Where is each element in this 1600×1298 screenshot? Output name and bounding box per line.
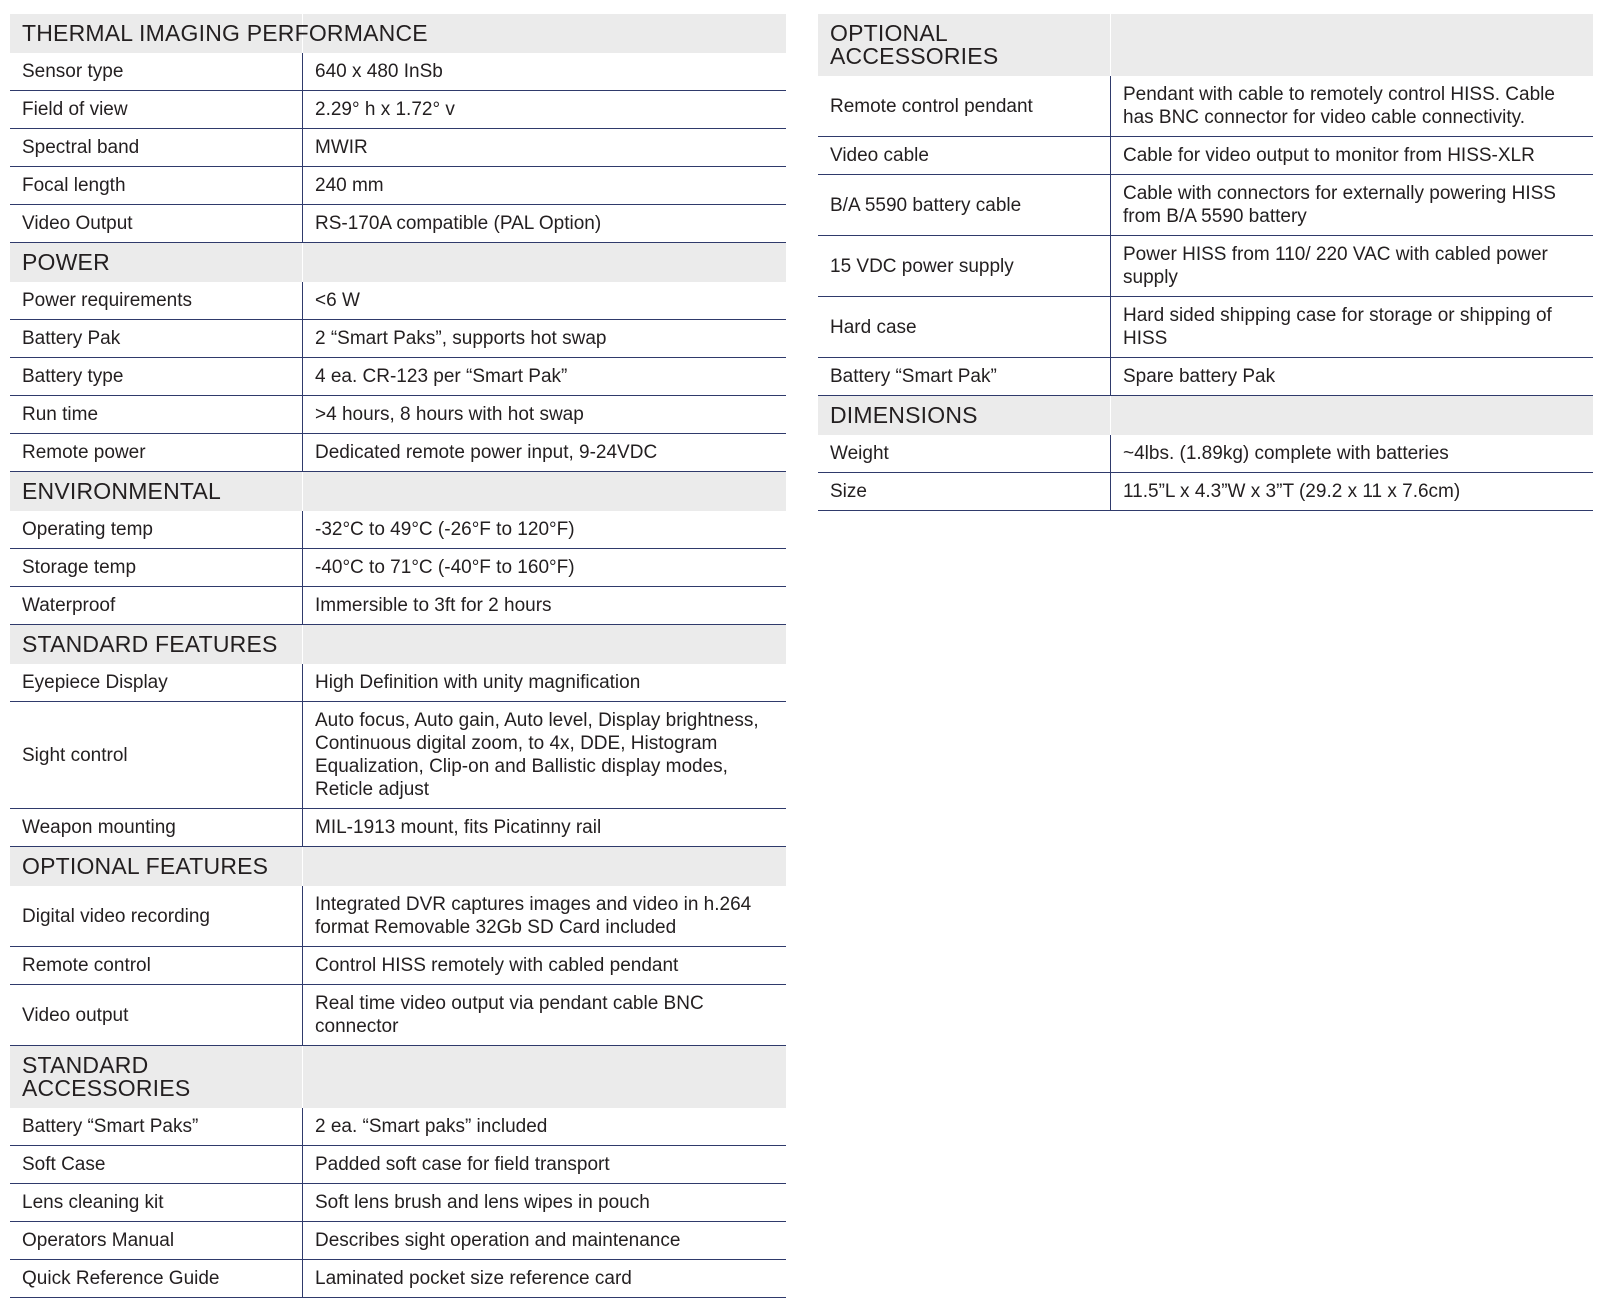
spec-label: Field of view bbox=[10, 91, 303, 129]
table-row bbox=[10, 282, 786, 320]
right-spec-column bbox=[818, 14, 1593, 511]
table-row bbox=[818, 435, 1593, 473]
section-title bbox=[10, 243, 303, 283]
spec-label: Lens cleaning kit bbox=[10, 1184, 303, 1222]
table-row bbox=[818, 473, 1593, 511]
section-title bbox=[10, 1046, 303, 1109]
spec-label: Weapon mounting bbox=[10, 809, 303, 847]
table-row bbox=[10, 91, 786, 129]
spec-value: 11.5”L x 4.3”W x 3”T (29.2 x 11 x 7.6cm) bbox=[1111, 473, 1594, 511]
spec-value: Hard sided shipping case for storage or shipping of HISS bbox=[1111, 297, 1594, 358]
table-row bbox=[818, 76, 1593, 137]
section-title-spacer bbox=[1111, 396, 1594, 436]
spec-label: Spectral band bbox=[10, 129, 303, 167]
section-title bbox=[10, 847, 303, 887]
spec-table-right bbox=[818, 14, 1593, 511]
spec-value: Pendant with cable to remotely control HISS. Cable has BNC connector for video cable connectivity. bbox=[1111, 76, 1594, 137]
spec-value: 4 ea. CR-123 per “Smart Pak” bbox=[303, 358, 787, 396]
section-header-environmental bbox=[10, 472, 786, 512]
spec-label: Battery “Smart Paks” bbox=[10, 1108, 303, 1146]
section-title bbox=[818, 396, 1111, 436]
spec-value: 2.29° h x 1.72° v bbox=[303, 91, 787, 129]
spec-label: Video Output bbox=[10, 205, 303, 243]
spec-value: Real time video output via pendant cable BNC connector bbox=[303, 985, 787, 1046]
spec-label: Operating temp bbox=[10, 511, 303, 549]
spec-label: Storage temp bbox=[10, 549, 303, 587]
section-header-dimensions bbox=[818, 396, 1593, 436]
table-row bbox=[10, 53, 786, 91]
spec-value: -32°C to 49°C (-26°F to 120°F) bbox=[303, 511, 787, 549]
section-header-standard-accessories bbox=[10, 1046, 786, 1109]
section-title-text: STANDARD ACCESSORIES bbox=[22, 1052, 191, 1101]
section-title-text: OPTIONAL ACCESSORIES bbox=[830, 20, 999, 69]
table-row bbox=[10, 664, 786, 702]
table-row bbox=[10, 511, 786, 549]
spec-value: Describes sight operation and maintenance bbox=[303, 1222, 787, 1260]
spec-value: 2 ea. “Smart paks” included bbox=[303, 1108, 787, 1146]
section-title-text: POWER bbox=[22, 249, 110, 275]
spec-value: Padded soft case for field transport bbox=[303, 1146, 787, 1184]
table-row bbox=[10, 358, 786, 396]
section-title-spacer bbox=[303, 847, 787, 887]
spec-label: Eyepiece Display bbox=[10, 664, 303, 702]
spec-label: Video cable bbox=[818, 137, 1111, 175]
section-header-standard-features bbox=[10, 625, 786, 665]
spec-label: Size bbox=[818, 473, 1111, 511]
spec-label: Remote control bbox=[10, 947, 303, 985]
spec-value: Spare battery Pak bbox=[1111, 358, 1594, 396]
spec-label: Remote power bbox=[10, 434, 303, 472]
table-row bbox=[10, 549, 786, 587]
table-row bbox=[10, 205, 786, 243]
spec-label: Soft Case bbox=[10, 1146, 303, 1184]
table-row bbox=[10, 167, 786, 205]
table-row bbox=[818, 236, 1593, 297]
table-row bbox=[10, 396, 786, 434]
spec-value: Cable for video output to monitor from HISS-XLR bbox=[1111, 137, 1594, 175]
section-title-spacer bbox=[303, 243, 787, 283]
spec-value: 240 mm bbox=[303, 167, 787, 205]
section-title bbox=[818, 14, 1111, 76]
spec-value: 640 x 480 InSb bbox=[303, 53, 787, 91]
table-row bbox=[10, 1146, 786, 1184]
section-header-thermal-imaging-performance bbox=[10, 14, 786, 53]
spec-label: B/A 5590 battery cable bbox=[818, 175, 1111, 236]
spec-label: Focal length bbox=[10, 167, 303, 205]
spec-label: Quick Reference Guide bbox=[10, 1260, 303, 1298]
spec-value: -40°C to 71°C (-40°F to 160°F) bbox=[303, 549, 787, 587]
spec-label: Hard case bbox=[818, 297, 1111, 358]
table-row bbox=[818, 297, 1593, 358]
table-row bbox=[818, 358, 1593, 396]
spec-value: >4 hours, 8 hours with hot swap bbox=[303, 396, 787, 434]
spec-value: Integrated DVR captures images and video in h.264 format Removable 32Gb SD Card included bbox=[303, 886, 787, 947]
spec-label: Video output bbox=[10, 985, 303, 1046]
section-title-spacer bbox=[303, 1046, 787, 1109]
section-header-optional-accessories bbox=[818, 14, 1593, 76]
spec-value: MIL-1913 mount, fits Picatinny rail bbox=[303, 809, 787, 847]
table-row bbox=[10, 1260, 786, 1298]
spec-value: Cable with connectors for externally powering HISS from B/A 5590 battery bbox=[1111, 175, 1594, 236]
table-row bbox=[10, 1222, 786, 1260]
table-row bbox=[10, 702, 786, 809]
spec-value: ~4lbs. (1.89kg) complete with batteries bbox=[1111, 435, 1594, 473]
spec-value: Power HISS from 110/ 220 VAC with cabled power supply bbox=[1111, 236, 1594, 297]
spec-label: Remote control pendant bbox=[818, 76, 1111, 137]
spec-label: Run time bbox=[10, 396, 303, 434]
spec-value: MWIR bbox=[303, 129, 787, 167]
table-row bbox=[10, 434, 786, 472]
table-row bbox=[10, 320, 786, 358]
section-header-power bbox=[10, 243, 786, 283]
section-title-spacer bbox=[303, 625, 787, 665]
left-spec-column bbox=[10, 14, 786, 1298]
spec-label: Sight control bbox=[10, 702, 303, 809]
section-title bbox=[10, 625, 303, 665]
spec-value: Soft lens brush and lens wipes in pouch bbox=[303, 1184, 787, 1222]
table-row bbox=[818, 175, 1593, 236]
table-row bbox=[10, 129, 786, 167]
spec-label: Sensor type bbox=[10, 53, 303, 91]
section-title-spacer bbox=[303, 472, 787, 512]
spec-value: RS-170A compatible (PAL Option) bbox=[303, 205, 787, 243]
section-title-text: ENVIRONMENTAL bbox=[22, 478, 221, 504]
table-row bbox=[10, 587, 786, 625]
table-row bbox=[10, 985, 786, 1046]
spec-label: Battery “Smart Pak” bbox=[818, 358, 1111, 396]
section-title-text: STANDARD FEATURES bbox=[22, 631, 278, 657]
spec-label: Operators Manual bbox=[10, 1222, 303, 1260]
spec-value: Dedicated remote power input, 9-24VDC bbox=[303, 434, 787, 472]
spec-value: 2 “Smart Paks”, supports hot swap bbox=[303, 320, 787, 358]
spec-value: Immersible to 3ft for 2 hours bbox=[303, 587, 787, 625]
spec-value: <6 W bbox=[303, 282, 787, 320]
section-title-text: THERMAL IMAGING PERFORMANCE bbox=[22, 20, 428, 46]
spec-label: Digital video recording bbox=[10, 886, 303, 947]
table-row bbox=[10, 947, 786, 985]
spec-label: Weight bbox=[818, 435, 1111, 473]
spec-value: Laminated pocket size reference card bbox=[303, 1260, 787, 1298]
section-header-optional-features bbox=[10, 847, 786, 887]
spec-value: Auto focus, Auto gain, Auto level, Display brightness, Continuous digital zoom, to 4x, DDE, Histogram Equalization, Clip-on and Ballistic display modes, Reticle adjust bbox=[303, 702, 787, 809]
section-title bbox=[10, 14, 428, 53]
spec-label: 15 VDC power supply bbox=[818, 236, 1111, 297]
spec-label: Power requirements bbox=[10, 282, 303, 320]
spec-value: Control HISS remotely with cabled pendant bbox=[303, 947, 787, 985]
spec-value: High Definition with unity magnification bbox=[303, 664, 787, 702]
section-title-text: OPTIONAL FEATURES bbox=[22, 853, 269, 879]
spec-label: Battery Pak bbox=[10, 320, 303, 358]
section-title-spacer bbox=[1111, 14, 1594, 76]
table-row bbox=[10, 809, 786, 847]
section-title bbox=[10, 472, 303, 512]
spec-label: Waterproof bbox=[10, 587, 303, 625]
table-row bbox=[10, 1184, 786, 1222]
table-row bbox=[818, 137, 1593, 175]
table-row bbox=[10, 886, 786, 947]
spec-label: Battery type bbox=[10, 358, 303, 396]
section-title-text: DIMENSIONS bbox=[830, 402, 978, 428]
table-row bbox=[10, 1108, 786, 1146]
spec-table-left bbox=[10, 14, 786, 1298]
